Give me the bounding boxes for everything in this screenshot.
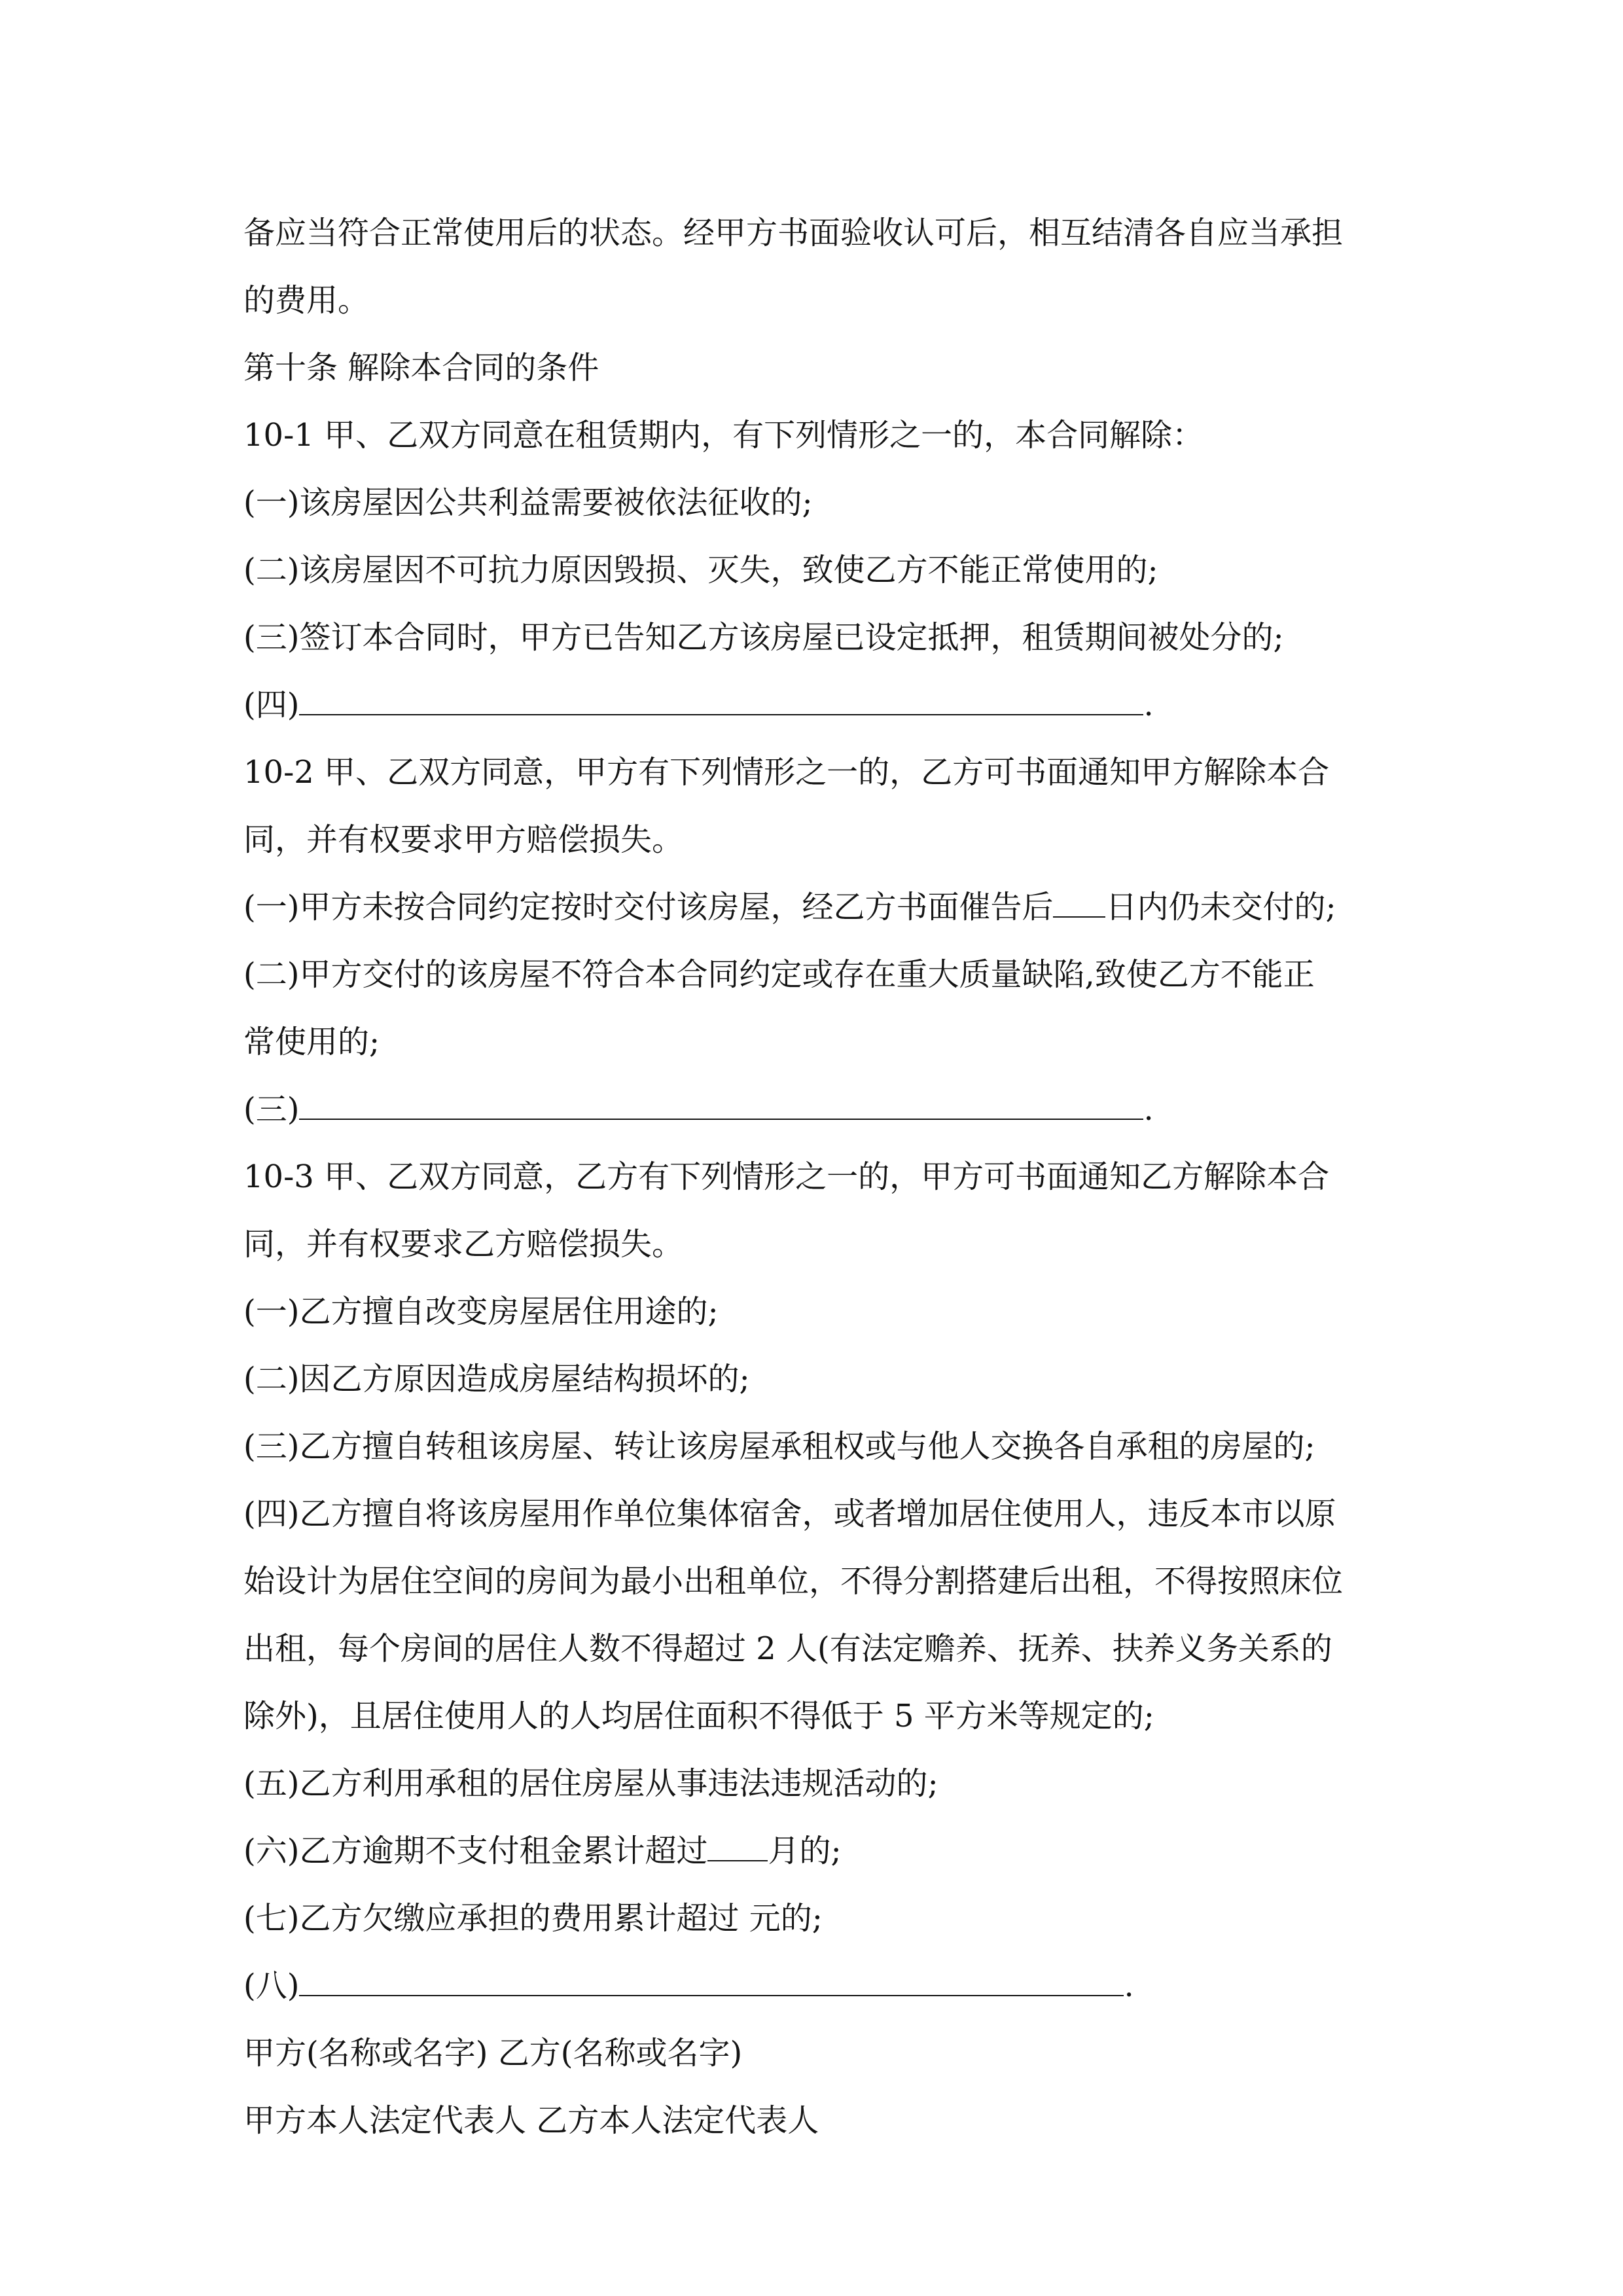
fill-in-blank[interactable] xyxy=(299,1956,1124,1996)
text-line: 的费用。 xyxy=(243,282,370,319)
fill-in-blank[interactable] xyxy=(299,1079,1143,1120)
list-item: (一)乙方擅自改变房屋居住用途的; xyxy=(243,1293,719,1330)
clause-10-1: 10-1 甲、乙双方同意在租赁期内，有下列情形之一的，本合同解除： xyxy=(243,417,1204,454)
list-item: (三)签订本合同时，甲方已告知乙方该房屋已设定抵押，租赁期间被处分的; xyxy=(243,619,1284,656)
text-line: 同，并有权要求甲方赔偿损失。 xyxy=(243,821,684,858)
list-item: (一)该房屋因公共利益需要被依法征收的; xyxy=(243,484,813,521)
list-item: (二)因乙方原因造成房屋结构损坏的; xyxy=(243,1361,750,1397)
list-item-with-blank xyxy=(243,1818,1395,1885)
signature-representatives: 甲方本人法定代表人 乙方本人法定代表人 xyxy=(243,2102,819,2139)
text-line: 始设计为居住空间的房间为最小出租单位，不得分割搭建后出租，不得按照床位 xyxy=(243,1563,1344,1600)
clause-10-2: 10-2 甲、乙双方同意，甲方有下列情形之一的，乙方可书面通知甲方解除本合 xyxy=(243,754,1330,791)
list-item-with-blank xyxy=(243,874,1395,941)
item-prefix: (四) xyxy=(243,687,300,723)
item-text: 日内仍未交付的; xyxy=(1105,889,1336,925)
list-item: (七)乙方欠缴应承担的费用累计超过 元的; xyxy=(243,1900,823,1937)
text-line: 除外)，且居住使用人的人均居住面积不得低于 5 平方米等规定的; xyxy=(243,1698,1154,1734)
item-text: (六)乙方逾期不支付租金累计超过 xyxy=(243,1833,708,1869)
text-line: 同，并有权要求乙方赔偿损失。 xyxy=(243,1226,684,1263)
contract-text xyxy=(243,200,1395,2155)
text-line: 出租，每个房间的居住人数不得超过 2 人(有法定赡养、抚养、扶养义务关系的 xyxy=(243,1630,1332,1667)
signature-parties: 甲方(名称或名字) 乙方(名称或名字) xyxy=(243,2035,743,2072)
article-10-heading: 第十条 解除本合同的条件 xyxy=(243,350,599,386)
text-line: 备应当符合正常使用后的状态。经甲方书面验收认可后，相互结清各自应当承担 xyxy=(243,215,1344,251)
days-blank[interactable] xyxy=(1053,877,1105,918)
item-prefix: (三) xyxy=(243,1091,300,1128)
list-item-blank xyxy=(243,1076,1395,1143)
item-text: (一)甲方未按合同约定按时交付该房屋，经乙方书面催告后 xyxy=(243,889,1054,925)
text-line: 常使用的; xyxy=(243,1024,380,1060)
months-blank[interactable] xyxy=(707,1821,768,1861)
list-item: (二)该房屋因不可抗力原因毁损、灭失，致使乙方不能正常使用的; xyxy=(243,552,1158,588)
fill-in-blank[interactable] xyxy=(299,675,1143,715)
period: . xyxy=(1124,1967,1134,2004)
list-item: (二)甲方交付的该房屋不符合本合同约定或存在重大质量缺陷,致使乙方不能正 xyxy=(243,956,1315,993)
clause-10-3: 10-3 甲、乙双方同意，乙方有下列情形之一的，甲方可书面通知乙方解除本合 xyxy=(243,1158,1330,1195)
period: . xyxy=(1143,687,1154,723)
period: . xyxy=(1143,1091,1154,1128)
list-item: (五)乙方利用承租的居住房屋从事违法违规活动的; xyxy=(243,1765,938,1802)
list-item: (四)乙方擅自将该房屋用作单位集体宿舍，或者增加居住使用人，违反本市以原 xyxy=(243,1496,1336,1532)
list-item-blank xyxy=(243,672,1395,739)
list-item: (三)乙方擅自转租该房屋、转让该房屋承租权或与他人交换各自承租的房屋的; xyxy=(243,1428,1315,1465)
item-text: 月的; xyxy=(768,1833,842,1869)
list-item-blank xyxy=(243,1952,1395,2020)
item-prefix: (八) xyxy=(243,1967,300,2004)
